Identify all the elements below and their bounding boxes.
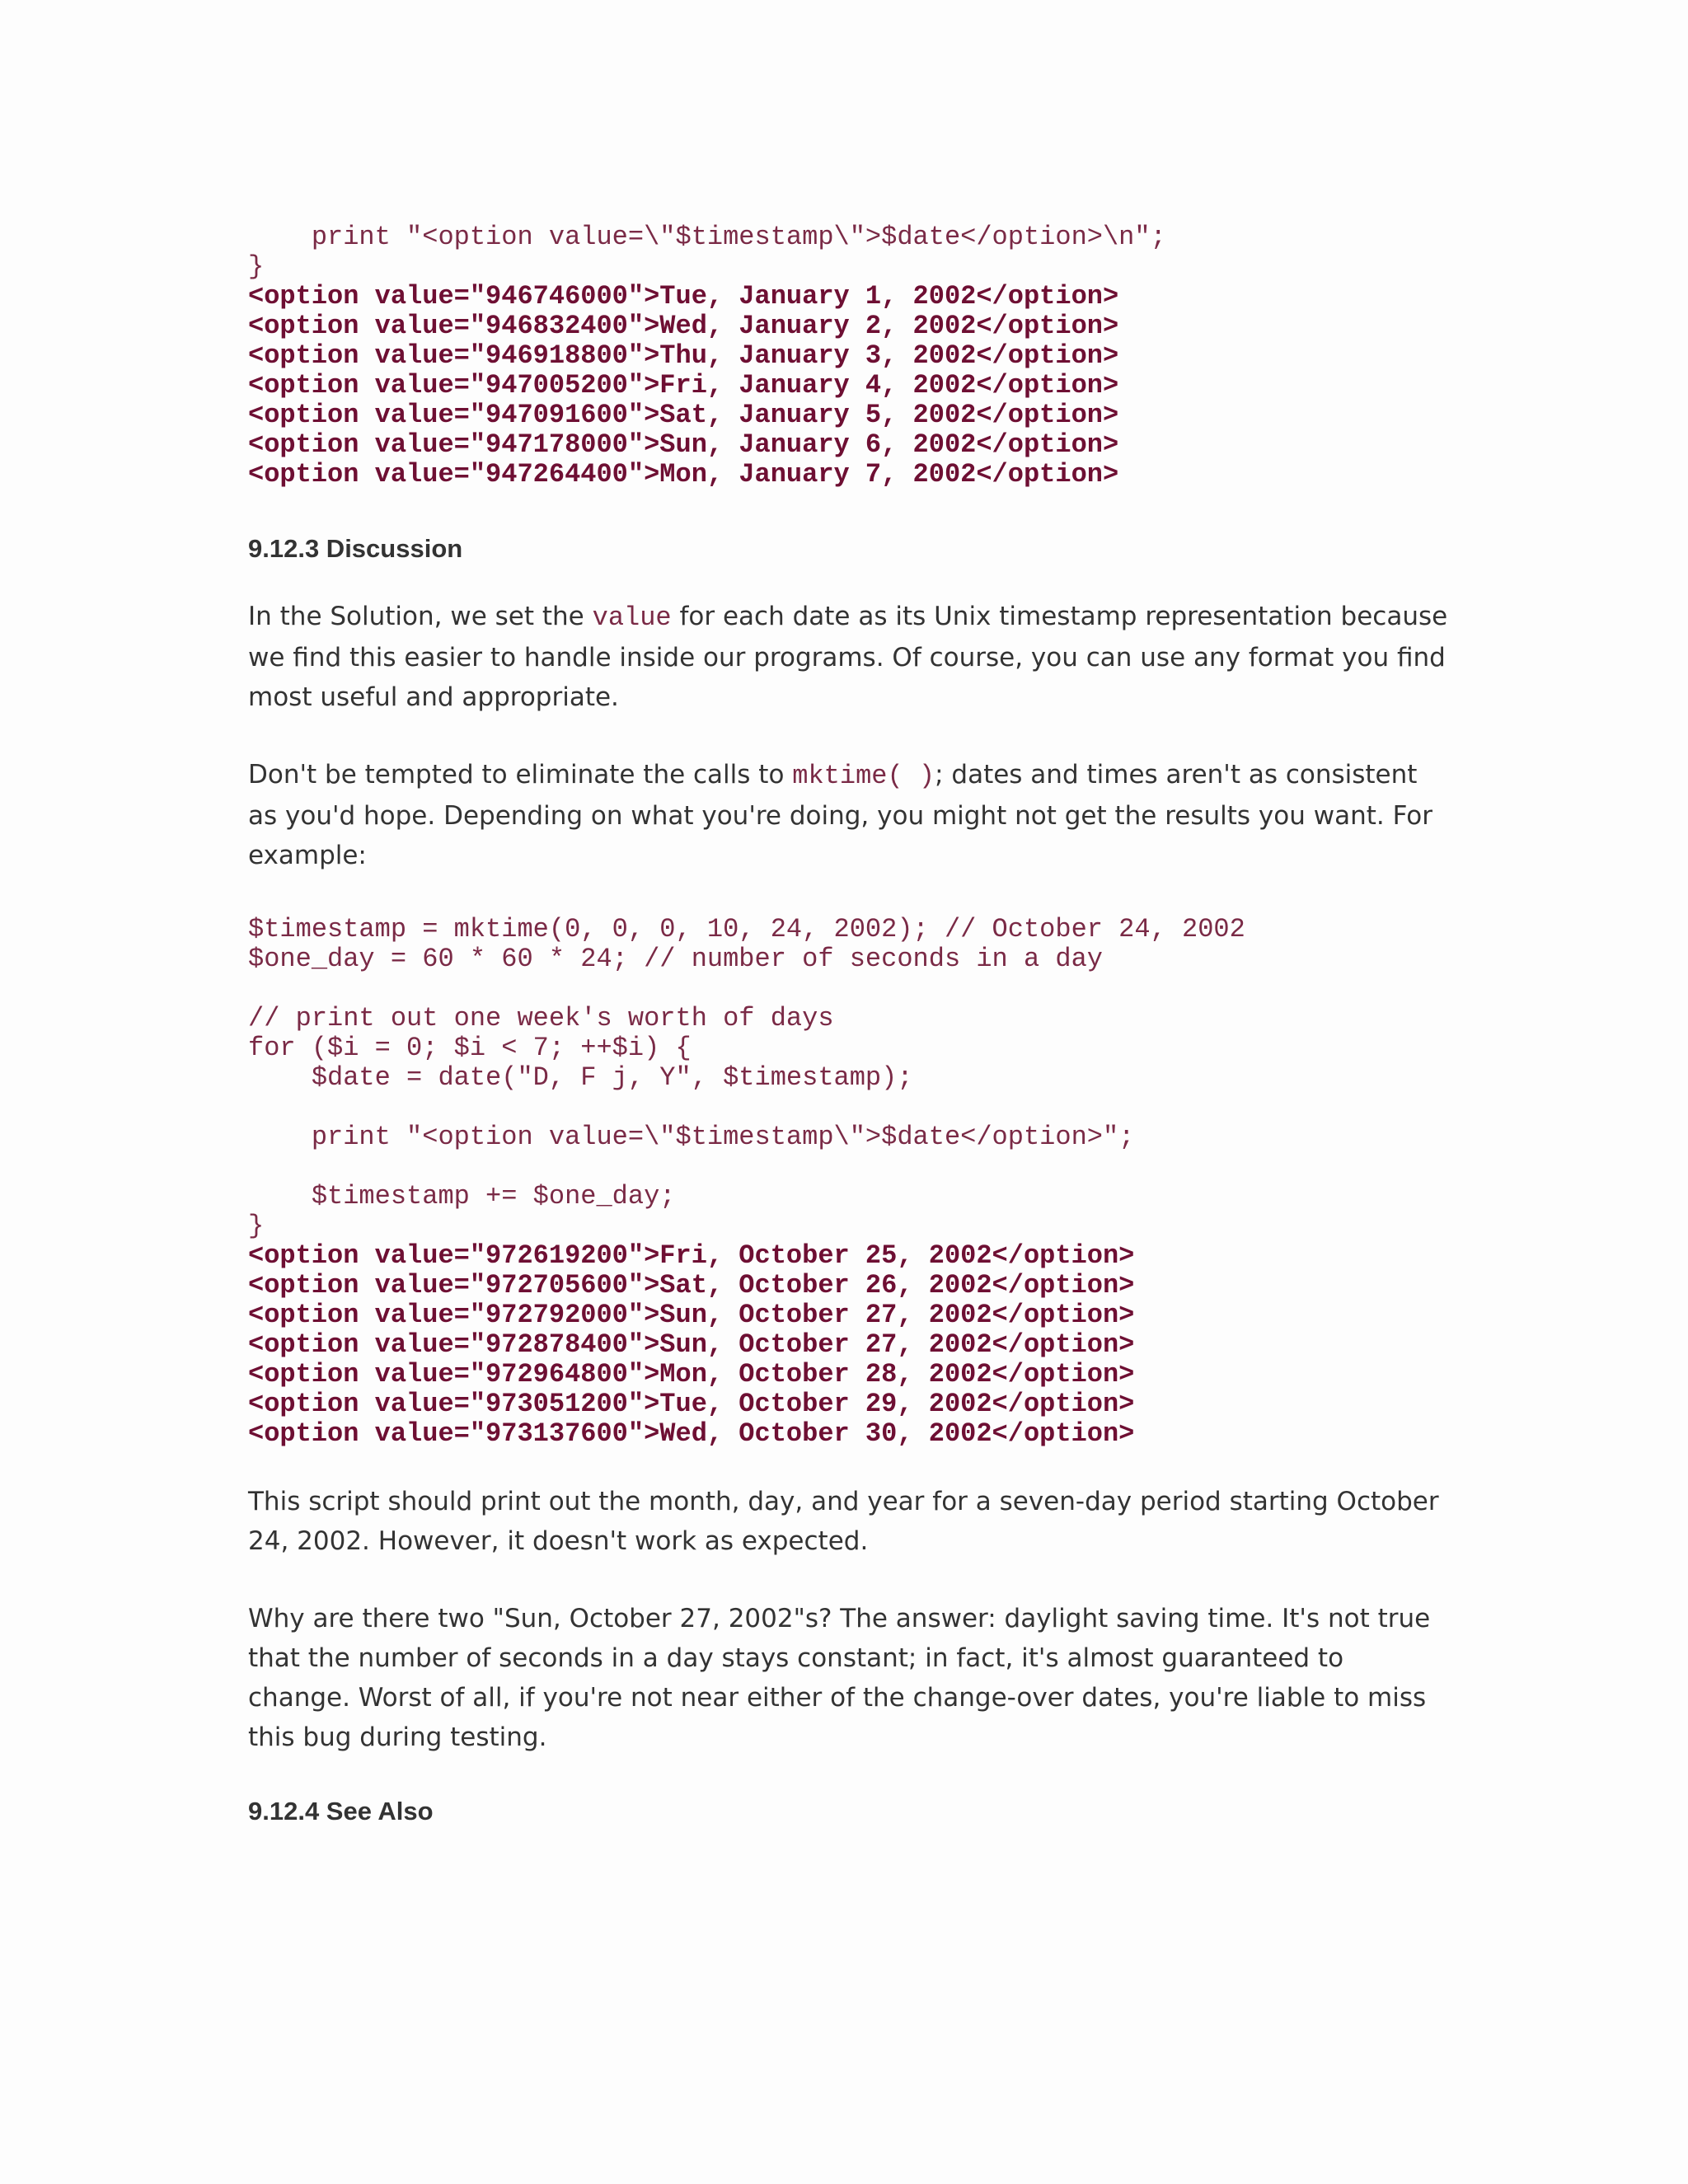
code-block-2 xyxy=(248,915,1451,1449)
code-line xyxy=(248,974,1451,1004)
code-line: // print out one week's worth of days xyxy=(248,1003,834,1033)
output-line: <option value="972705600">Sat, October 26, 2002</option> xyxy=(248,1270,1135,1301)
paragraph-text: In the Solution, we set the xyxy=(248,602,593,631)
inline-code: mktime( ) xyxy=(792,761,935,791)
code-line xyxy=(248,1093,1451,1122)
code-block-1 xyxy=(248,223,1451,490)
output-line: <option value="947091600">Sat, January 5, 2002</option> xyxy=(248,400,1119,430)
paragraph-mktime-warning xyxy=(248,755,1451,875)
code-line: $date = date("D, F j, Y", $timestamp); xyxy=(248,1062,913,1093)
section-heading-discussion: 9.12.3 Discussion xyxy=(248,534,463,563)
output-line: <option value="972619200">Fri, October 25, 2002</option> xyxy=(248,1240,1135,1271)
inline-code: value xyxy=(592,602,672,633)
code-line: print "<option value=\"$timestamp\">$date</option>"; xyxy=(248,1122,1135,1152)
output-line: <option value="973051200">Tue, October 29, 2002</option> xyxy=(248,1389,1135,1419)
output-line: <option value="947264400">Mon, January 7, 2002</option> xyxy=(248,459,1119,490)
output-line: <option value="972792000">Sun, October 27, 2002</option> xyxy=(248,1300,1135,1330)
section-heading-see-also: 9.12.4 See Also xyxy=(248,1797,434,1825)
output-line: <option value="946832400">Wed, January 2, 2002</option> xyxy=(248,311,1119,341)
code-line: } xyxy=(248,1211,265,1241)
output-line: <option value="947178000">Sun, January 6, 2002</option> xyxy=(248,429,1119,460)
code-line: } xyxy=(248,251,265,282)
code-line: $timestamp += $one_day; xyxy=(248,1181,676,1212)
paragraph-solution-value xyxy=(248,597,1451,717)
code-line: $one_day = 60 * 60 * 24; // number of seconds in a day xyxy=(248,944,1103,974)
paragraph-text: for each date as its Unix timestamp representation because we find this easier to handle inside our programs. Of course, you can use any format you find most useful and appropriate. xyxy=(248,602,1448,712)
paragraph-daylight-saving: Why are there two "Sun, October 27, 2002"s? The answer: daylight saving time. It's not true that the number of seconds in a day stays constant; in fact, it's almost guaranteed to change. Worst of all, if you're not near either of the change-over dates, you're liable to miss this bug during testing. xyxy=(248,1604,1431,1752)
code-line: print "<option value=\"$timestamp\">$date</option>\n"; xyxy=(248,222,1166,252)
output-line: <option value="973137600">Wed, October 30, 2002</option> xyxy=(248,1418,1135,1449)
code-line: $timestamp = mktime(0, 0, 0, 10, 24, 2002); // October 24, 2002 xyxy=(248,914,1245,944)
output-line: <option value="947005200">Fri, January 4, 2002</option> xyxy=(248,370,1119,401)
paragraph-text: Don't be tempted to eliminate the calls to xyxy=(248,760,793,790)
output-line: <option value="972964800">Mon, October 28, 2002</option> xyxy=(248,1359,1135,1390)
output-line: <option value="972878400">Sun, October 27, 2002</option> xyxy=(248,1329,1135,1360)
output-line: <option value="946746000">Tue, January 1, 2002</option> xyxy=(248,281,1119,312)
document-page xyxy=(248,223,1451,1826)
paragraph-text: ; dates and times aren't as consistent as you'd hope. Depending on what you're doing, you might not get the results you want. For example: xyxy=(248,760,1433,870)
code-line: for ($i = 0; $i < 7; ++$i) { xyxy=(248,1033,692,1063)
code-line xyxy=(248,1152,1451,1182)
output-line: <option value="946918800">Thu, January 3, 2002</option> xyxy=(248,340,1119,371)
paragraph-script-explanation: This script should print out the month, day, and year for a seven-day period starting October 24, 2002. However, it doesn't work as expected. xyxy=(248,1487,1439,1556)
